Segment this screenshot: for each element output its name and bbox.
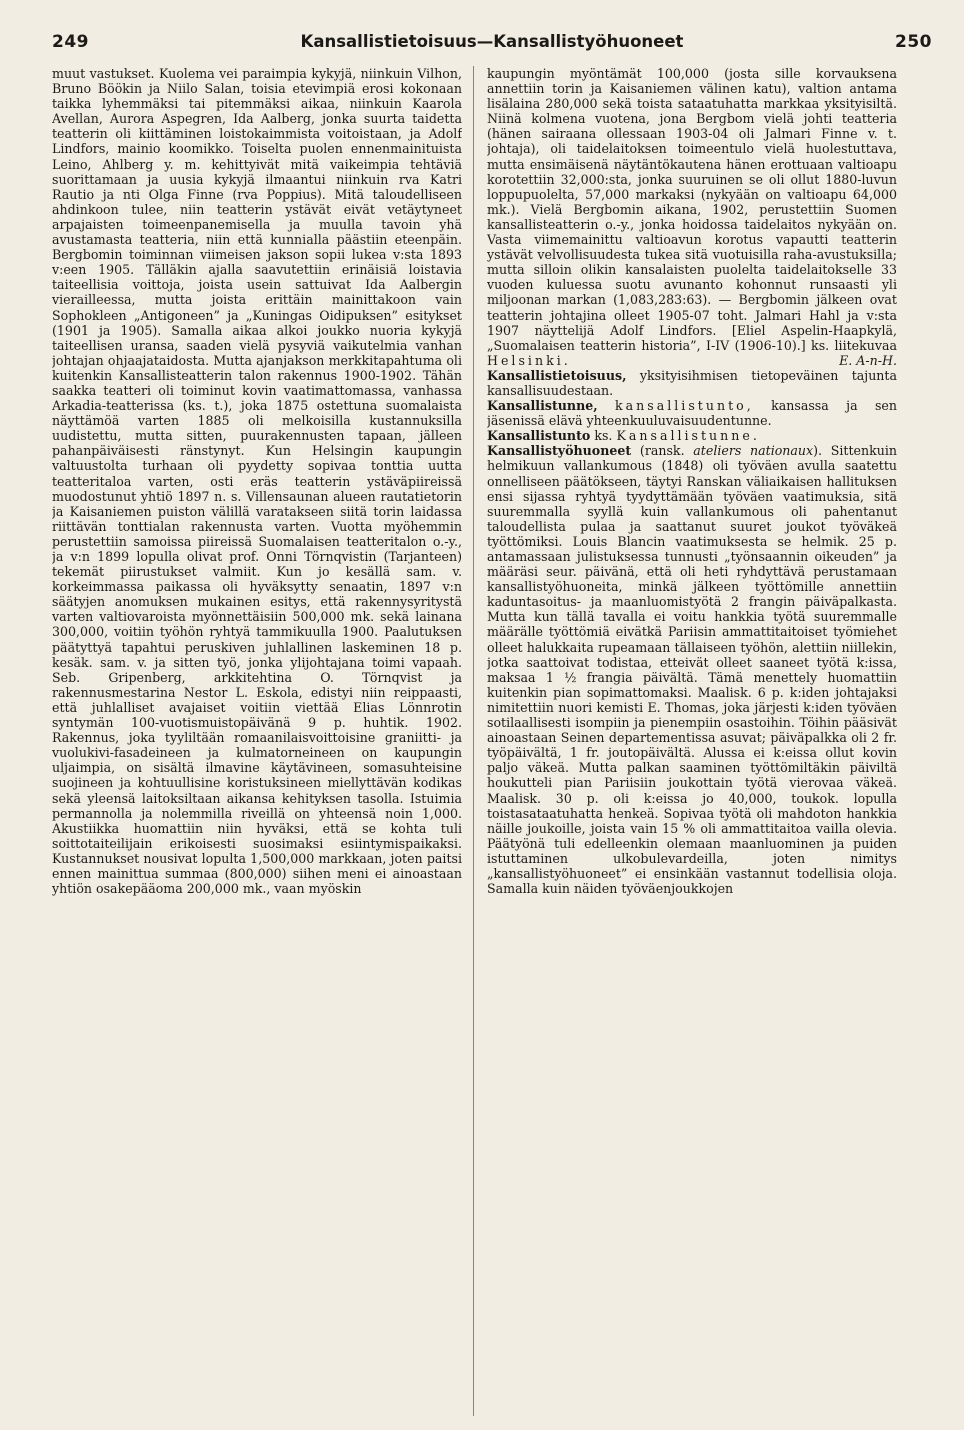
page-number-left: 249 bbox=[52, 32, 89, 52]
headword: Kansallistyöhuoneet bbox=[487, 443, 632, 459]
entry-text: yksityisihmisen tietopeväinen tajunta kansallisuudestaan. bbox=[487, 367, 897, 398]
headword: Kansallistunne, bbox=[487, 398, 598, 414]
entry-kansallistietoisuus bbox=[487, 368, 897, 398]
entry-kansallistunto bbox=[487, 428, 897, 443]
cross-reference: Helsinki. bbox=[487, 352, 571, 368]
headword: Kansallistunto bbox=[487, 428, 591, 444]
column-divider bbox=[473, 66, 474, 1416]
entry-text: kansassa ja sen jäsenissä elävä yhteenkuuluvaisuudentunne. bbox=[487, 398, 897, 429]
right-column bbox=[487, 66, 897, 1421]
spaced-term: kansallistunto, bbox=[615, 398, 754, 414]
page-header bbox=[52, 32, 932, 56]
article-body-right bbox=[487, 66, 897, 368]
page-number-right: 250 bbox=[895, 32, 932, 52]
entry-text-open: (ransk. bbox=[639, 443, 685, 459]
running-title: Kansallistietoisuus—Kansallistyöhuoneet bbox=[300, 32, 684, 51]
foreign-term: ateliers nationaux bbox=[693, 443, 814, 459]
article-body-left: muut vastukset. Kuolema vei paraimpia kykyjä, niinkuin Vilhon, Bruno Böökin ja Niilo Salan, toisia etevimpiä erosi kokonaan taikka lyhemmäksi tai pitemmäksi aikaa, niinkuin Kaarola Avellan, Aurora Aspegren, Ida Aalberg, jonka suurta taidetta teatterin oli kiittäminen loistokaimmista voitoistaan, ja Adolf Lindfors, mainio koomikko. Toiselta puolen ennenmainituista Leino, Ahlberg y. m. kehittyivät mitä vaikeimpia tehtäviä suorittamaan ja uusia kykyjä ilmaantui niinkuin rva Katri Rautio ja nti Olga Finne (rva Poppius). Mitä taloudelliseen ahdinkoon tulee, niin teatterin ystävät eivät vetäytyneet arpajaisten toimeenpanemisella ja muulla tavoin yhä avustamasta teatteria, niin että kunnialla päästiin eteenpäin. Bergbomin toiminnan viimeisen jakson sopii lukea v:sta 1893 v:een 1905. Tälläkin ajalla saavutettiin erinäisiä loistavia taiteellisia voittoja, joista usein sattuivat Ida Aalbergin vierailleessa, mutta joista erittäin mainittakoon vain Sophokleen „Antigoneen” ja „Kuningas Oidipuksen” esitykset (1901 ja 1905). Samalla aikaa alkoi joukko nuoria kykyjä taiteellisen uransa, saaden vielä pysyviä vaikutelmia vanhan johtajan ohjaajataidosta. Mutta ajanjakson merkkitapahtuma oli kuitenkin Kansallisteatterin talon rakennus 1900-1902. Tähän saakka teatteri oli toiminut kovin vaatimattomassa, vanhassa Arkadia-teatterissa (ks. t.), joka 1875 ostettuna suomalaista näyttämöä varten 1885 oli melkoisilla kustannuksilla uudistettu, mutta sitten, puurakennusten tapaan, jälleen pahanpäiväisesti ränstynyt. Kun Helsingin kaupungin valtuustolta turhaan oli pyydetty sopivaa tonttia uutta teatteritaloa varten, osti eräs teatterin ystäväpiireissä muodostunut yhtiö 1897 n. s. Villensaunan alueen rautatietorin ja Kaisaniemen puiston välillä varatakseen siitä torin laidassa riittävän tonttialan rakennusta varten. Vuotta myöhemmin perustettiin samoissa piireissä Suomalaisen teatteritalon o.-y., ja v:n 1899 lopulla olivat prof. Onni Törnqvistin (Tarjanteen) tekemät piirustukset valmiit. Kun jo kesällä sam. v. korkeimmassa paikassa oli hyväksytty senaatin, 1897 v:n säätyjen anomuksen mukainen esitys, että rakennysyritystä varten valtiovaroista myönnettäisiin 500,000 mk. sekä lainana 300,000, voitiin työhön ryhtyä tammikuulla 1900. Paalutuksen päätyttyä tapahtui peruskiven juhlallinen laskeminen 18 p. kesäk. sam. v. ja sitten työ, jonka ylijohtajana toimi vapaah. Seb. Gripenberg, arkkitehtina O. Törnqvist ja rakennusmestarina Nestor L. Eskola, edistyi niin reippaasti, että juhlalliset avajaiset voitiin viettää Elias Lönnrotin syntymän 100-vuotismuistopäivänä 9 p. huhtik. 1902. Rakennus, joka tyyliltään romaanilaisvoittoisine graniitti- ja vuolukivi-fasadeineen ja kulmatorneineen on kaupungin uljaimpia, on sisältä ilmavine käytävineen, somasuhteisine suojineen ja kohtuullisine koristuksineen miellyttävän kodikas sekä yleensä laitoksiltaan aikansa kehityksen tasolla. Istuimia permannolla ja nolemmilla riveillä on yhteensä noin 1,000. Akustiikka huomattiin niin hyväksi, että se kohta tuli soittotaiteilijain erikoisesti suosimaksi esiintymispaikaksi. Kustannukset nousivat lopulta 1,500,000 markkaan, joten paitsi ennen mainittua summaa (800,000) siihen meni ei ainoastaan yhtiön osakepääoma 200,000 mk., vaan myöskin bbox=[52, 66, 462, 897]
author-signature: E. A-n-H. bbox=[839, 352, 897, 368]
entry-kansallistunne bbox=[487, 398, 897, 428]
see-label: ks. bbox=[594, 428, 613, 444]
left-column bbox=[52, 66, 462, 1421]
entry-text: ). Sittenkuin helmikuun vallankumous (1848) oli työväen avulla saatettu onnelliseen päätökseen, täytyi Ranskan väliaikaisen hallituksen ensi sijassa ryhtyä tyydyttämään työväen vaatimuksia, sitä suuremmalla syyllä kuin vallankumous oli pahentanut taloudellista pulaa ja saattanut suuret joukot työväkeä työttömiksi. Louis Blancin vaatimuksesta se helmik. 25 p. antamassaan julistuksessa tunnusti „työnsaannin oikeuden” ja määräsi seur. päivänä, että oli heti ryhdyttävä perustamaan kansallistyöhuoneita, minkä jälkeen työttömille annettiin kaduntasoitus- ja maanluomistyötä 2 frangin päiväpalkasta. Mutta kun tällä tavalla ei voitu hankkia työtä suuremmalle määrälle työttömiä eivätkä Pariisin ammattitaitoiset työmiehet olleet halukkaita rupeamaan tällaiseen työhön, alettiin niillekin, jotka saattoivat todistaa, etteivät olleet saaneet työtä k:issa, maksaa 1 ½ frangia päivältä. Tämä menettely huomattiin kuitenkin pian sopimattomaksi. Maalisk. 6 p. k:iden johtajaksi nimitettiin nuori kemisti E. Thomas, joka järjesti k:iden työväen sotilaallisesti isompiin ja pienempiin osastoihin. Töihin pääsivät ainoastaan Seinen departementissa asuvat; päiväpalkka oli 2 fr. työpäivältä, 1 fr. joutopäivältä. Alussa ei k:eissa ollut kovin paljo väkeä. Mutta palkan saaminen työttömiltäkin päiviltä houkutteli pian Pariisiin joukottain työtä vierovaa väkeä. Maalisk. 30 p. oli k:eissa jo 40,000, toukok. lopulla toistasataatuhatta henkeä. Sopivaa työtä oli mahdoton hankkia näille joukoille, joista vain 15 % oli ammattitaitoa vailla olevia. Päätyönä tuli edelleenkin olemaan maanluominen ja puiden istuttaminen ulkobulevardeilla, joten nimitys „kansallistyöhuoneet” ei ensinkään vastannut todellisia oloja. Samalla kuin näiden työväenjoukkojen bbox=[487, 443, 897, 897]
entry-kansallistyohuoneet bbox=[487, 443, 897, 896]
cross-reference: Kansallistunne. bbox=[616, 428, 760, 444]
headword: Kansallistietoisuus, bbox=[487, 367, 627, 383]
article-continuation: kaupungin myöntämät 100,000 (josta sille korvauksena annettiin torin ja Kaisaniemen välinen katu), valtion antama lisälaina 280,000 sekä toista sataatuhatta markkaa yksityisiltä. Niinä kolmena vuotena, jona Bergbom vielä johti teatteria (hänen sairaana ollessaan 1903-04 oli Jalmari Finne v. t. johtaja), oli taidelaitoksen toimeentulo vielä huolestuttava, mutta ensimäisenä näytäntökautena hänen erottuaan valtioapu korotettiin 32,000:sta, jonka suuruinen se oli ollut 1880-luvun loppupuolelta, 57,000 markaksi (nykyään on valtioapu 64,000 mk.). Vielä Bergbomin aikana, 1902, perustettiin Suomen kansallisteatterin o.-y., jonka hoidossa taidelaitos nykyään on. Vasta viimemainittu valtioavun korotus vapautti teatterin ystävät velvollisuudesta tukea sitä vuotuisilla raha-avustuksilla; mutta silloin olikin kansalaisten puolelta taidelaitokselle 33 vuoden kuluessa suotu avunanto kohonnut runsaasti yli miljoonan markan (1,083,283:63). — Bergbomin jälkeen ovat teatterin johtajina olleet 1905-07 toht. Jalmari Hahl ja v:sta 1907 näyttelijä Adolf Lindfors. [Eliel Aspelin-Haapkylä, „Suomalaisen teatterin historia”, I-IV (1906-10).] ks. liitekuvaa bbox=[487, 66, 897, 353]
